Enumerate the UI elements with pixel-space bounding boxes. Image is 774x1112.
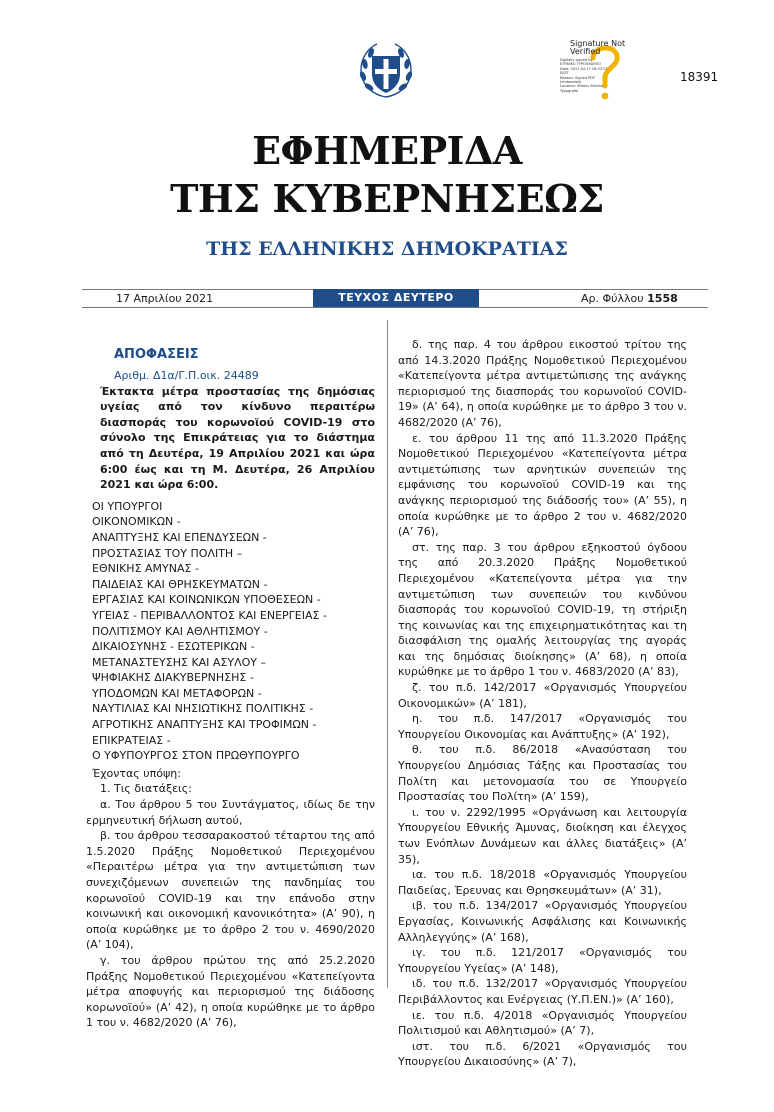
paragraph: δ. της παρ. 4 του άρθρου εικοστού τρίτου της από 14.3.2020 Πράξης Νομοθετικού Περιεχομένου «Κατεπείγοντα μέτρα αντιμετώπισης της ανάγκης περιορισμού της διασποράς του κορωνοϊού COVID-19» (Α’ 64), η οποία κυρώθηκε με το άρθρο 3 του ν. 4682/2020 (Α’ 76), (398, 338, 687, 429)
section-heading: ΑΠΟΦΑΣΕΙΣ (114, 347, 199, 362)
paragraph: ιγ. του π.δ. 121/2017 «Οργανισμός του Υπουργείου Υγείας» (Α’ 148), (398, 946, 687, 975)
signature-detail-line: Reason: Signed PDF (560, 75, 595, 80)
signature-detail-line: Digitally signed by (560, 58, 593, 62)
minister-line: Ο ΥΦΥΠΟΥΡΓΟΣ ΣΤΟΝ ΠΡΩΘΥΠΟΥΡΓΟ (92, 749, 300, 763)
left-column (86, 348, 375, 1031)
minister-line: ΕΡΓΑΣΙΑΣ ΚΑΙ ΚΟΙΝΩΝΙΚΩΝ ΥΠΟΘΕΣΕΩΝ - (92, 593, 321, 607)
signature-detail-line: (embedded) (560, 80, 582, 85)
paragraph: ζ. του π.δ. 142/2017 «Οργανισμός Υπουργείου Οικονομικών» (Α’ 181), (398, 681, 687, 710)
minister-line: ΠΟΛΙΤΙΣΜΟΥ ΚΑΙ ΑΘΛΗΤΙΣΜΟΥ - (92, 624, 268, 638)
minister-line: ΠΑΙΔΕΙΑΣ ΚΑΙ ΘΡΗΣΚΕΥΜΑΤΩΝ - (92, 577, 268, 591)
paragraph: ε. του άρθρου 11 της από 11.3.2020 Πράξης Νομοθετικού Περιεχομένου «Κατεπείγοντα μέτρα αντιμετώπισης των αρνητικών συνεπειών της εμφάνισης του κορωνοϊού COVID-19 και της ανάγκης περιορισμού της διάδοσής του» (Α’ 55), η οποία κυρώθηκε με το άρθρο 2 του ν. 4682/2020 (Α’ 76), (398, 431, 687, 539)
paragraph: θ. του π.δ. 86/2018 «Ανασύσταση του Υπουργείου Δημόσιας Τάξης και Προστασίας του Πολίτη και μετονομασία του σε Υπουργείο Προστασίας του Πολίτη» (Α’ 159), (398, 743, 687, 804)
minister-line: ΕΠΙΚΡΑΤΕΙΑΣ - (92, 733, 171, 747)
paragraph: ιβ. του π.δ. 134/2017 «Οργανισμός Υπουργείου Εργασίας, Κοινωνικής Ασφάλισης και Κοινωνικής Αλληλεγγύης» (Α’ 168), (398, 899, 687, 944)
signature-detail-line: Typografio (560, 88, 579, 93)
page-code: 18391 (680, 70, 719, 84)
masthead-subtitle: ΤΗΣ ΕΛΛΗΝΙΚΗΣ ΔΗΜΟΚΡΑΤΙΑΣ (206, 238, 568, 260)
minister-line: ΔΙΚΑΙΟΣΥΝΗΣ - ΕΣΩΤΕΡΙΚΩΝ - (92, 640, 255, 654)
issue-bar-bottom-rule (82, 307, 708, 308)
ministers-list (86, 499, 375, 764)
signature-detail-line: EEST (560, 71, 569, 76)
issue-label: ΤΕΥΧΟΣ ΔΕΥΤΕΡΟ (313, 289, 479, 307)
paragraph: ια. του π.δ. 18/2018 «Οργανισμός Υπουργείου Παιδείας, Έρευνας και Θρησκευμάτων» (Α’ 31), (398, 868, 687, 897)
minister-line: ΝΑΥΤΙΛΙΑΣ ΚΑΙ ΝΗΣΙΩΤΙΚΗΣ ΠΟΛΙΤΙΚΗΣ - (92, 702, 314, 716)
minister-line: ΨΗΦΙΑΚΗΣ ΔΙΑΚΥΒΕΡΝΗΣΗΣ - (92, 671, 254, 685)
decision-title: Έκτακτα μέτρα προστασίας της δημόσιας υγείας από τον κίνδυνο περαιτέρω διασποράς του κορωνοϊού COVID-19 στο σύνολο της Επικράτειας για το διάστημα από τη Δευτέρα, 19 Απριλίου 2021 και ώρα 6:00 έως και τη Μ. Δευτέρα, 26 Απριλίου 2021 και ώρα 6:00. (100, 384, 375, 492)
minister-line: ΑΝΑΠΤΥΞΗΣ ΚΑΙ ΕΠΕΝΔΥΣΕΩΝ - (92, 530, 267, 544)
greek-emblem-icon (355, 40, 417, 102)
minister-line: ΥΓΕΙΑΣ - ΠΕΡΙΒΑΛΛΟΝΤΟΣ ΚΑΙ ΕΝΕΡΓΕΙΑΣ - (92, 608, 327, 622)
masthead-title-line2: ΤΗΣ ΚΥΒΕΡΝΗΣΕΩΣ (170, 176, 604, 221)
sheet-number (581, 292, 678, 305)
signature-detail-line: Date: 2021.04.17 18:53:27 (560, 66, 608, 71)
having-regard: Έχοντας υπόψη: (92, 766, 181, 780)
minister-line: ΟΙΚΟΝΟΜΙΚΩΝ - (92, 515, 181, 529)
paragraph: στ. της παρ. 3 του άρθρου εξηκοστού όγδοου της από 20.3.2020 Πράξης Νομοθετικού Περιεχομένου «Κατεπείγοντα μέτρα για την αντιμετώπιση των συνεπειών του κινδύνου διασποράς του κορωνοϊού COVID-19, τη στήριξη της κοινωνίας και της επιχειρηματικότητας και τη διασφάλιση της ομαλής λειτουργίας της αγοράς και της δημόσιας διοίκησης» (Α’ 68), η οποία κυρώθηκε με το άρθρο 1 του ν. 4683/2020 (Α’ 83), (398, 540, 687, 679)
paragraph: β. του άρθρου τεσσαρακοστού τέταρτου της από 1.5.2020 Πράξης Νομοθετικού Περιεχομένου «Περαιτέρω μέτρα για την αντιμετώπιση των συνεχιζόμενων συνεπειών της πανδημίας του κορωνοϊού COVID-19 και την επάνοδο στην κοινωνική και οικονομική κανονικότητα» (Α’ 90), η οποία κυρώθηκε με το άρθρο 2 του ν. 4690/2020 (Α’ 104), (86, 829, 375, 952)
issue-date: 17 Απριλίου 2021 (116, 292, 214, 305)
right-column (398, 337, 687, 1070)
minister-line: ΕΘΝΙΚΗΣ ΑΜΥΝΑΣ - (92, 562, 199, 576)
sheet-label: Αρ. Φύλλου (581, 292, 644, 305)
signature-title-line: Signature Not (570, 39, 626, 48)
minister-line: ΑΓΡΟΤΙΚΗΣ ΑΝΑΠΤΥΞΗΣ ΚΑΙ ΤΡΟΦΙΜΩΝ - (92, 718, 317, 732)
paragraph: ιδ. του π.δ. 132/2017 «Οργανισμός Υπουργείου Περιβάλλοντος και Ενέργειας (Υ.Π.ΕΝ.)» (Α’ 160), (398, 977, 687, 1006)
paragraph: γ. του άρθρου πρώτου της από 25.2.2020 Πράξης Νομοθετικού Περιεχομένου «Κατεπείγοντα μέτρα αποφυγής και περιορισμού της διάδοσης κορωνοϊού» (Α’ 42), η οποία κυρώθηκε με το άρθρο 1 του ν. 4682/2020 (Α’ 76), (86, 953, 375, 1030)
signature-status (570, 40, 625, 56)
decision-reference: Αριθμ. Δ1α/Γ.Π.οικ. 24489 (114, 369, 259, 382)
minister-line: ΟΙ ΥΠΟΥΡΓΟΙ (92, 499, 163, 513)
masthead-title-line1: ΕΦΗΜΕΡΙΔΑ (252, 128, 522, 173)
signature-details (560, 58, 630, 93)
paragraph: ι. του ν. 2292/1995 «Οργάνωση και λειτουργία Υπουργείου Εθνικής Άμυνας, διοίκηση και έλεγχος των Ενόπλων Δυνάμεων και άλλες διατάξεις» (Α’ 35), (398, 805, 687, 866)
signature-detail-line: ETHNIKO TYPOGRAFEIO (560, 62, 602, 67)
minister-line: ΠΡΟΣΤΑΣΙΑΣ ΤΟΥ ΠΟΛΙΤΗ – (92, 546, 243, 560)
signature-detail-line: Location: Athens Ethniko (560, 84, 604, 89)
paragraph: ιστ. του π.δ. 6/2021 «Οργανισμός του Υπουργείου Δικαιοσύνης» (Α’ 7), (398, 1039, 687, 1069)
signature-title-line: Verified (570, 47, 601, 56)
column-divider (387, 320, 388, 988)
minister-line: ΜΕΤΑΝΑΣΤΕΥΣΗΣ ΚΑΙ ΑΣΥΛΟΥ – (92, 655, 267, 669)
paragraph: ιε. του π.δ. 4/2018 «Οργανισμός Υπουργείου Πολιτισμού και Αθλητισμού» (Α’ 7), (398, 1008, 687, 1038)
provisions-heading: 1. Τις διατάξεις: (100, 782, 192, 796)
paragraph: α. Του άρθρου 5 του Συντάγματος, ιδίως δε την ερμηνευτική δήλωση αυτού, (86, 798, 375, 827)
minister-line: ΥΠΟΔΟΜΩΝ ΚΑΙ ΜΕΤΑΦΟΡΩΝ - (92, 686, 262, 700)
sheet-number-value: 1558 (647, 292, 678, 305)
paragraph: η. του π.δ. 147/2017 «Οργανισμός του Υπουργείου Οικονομίας και Ανάπτυξης» (Α’ 192), (398, 712, 687, 741)
